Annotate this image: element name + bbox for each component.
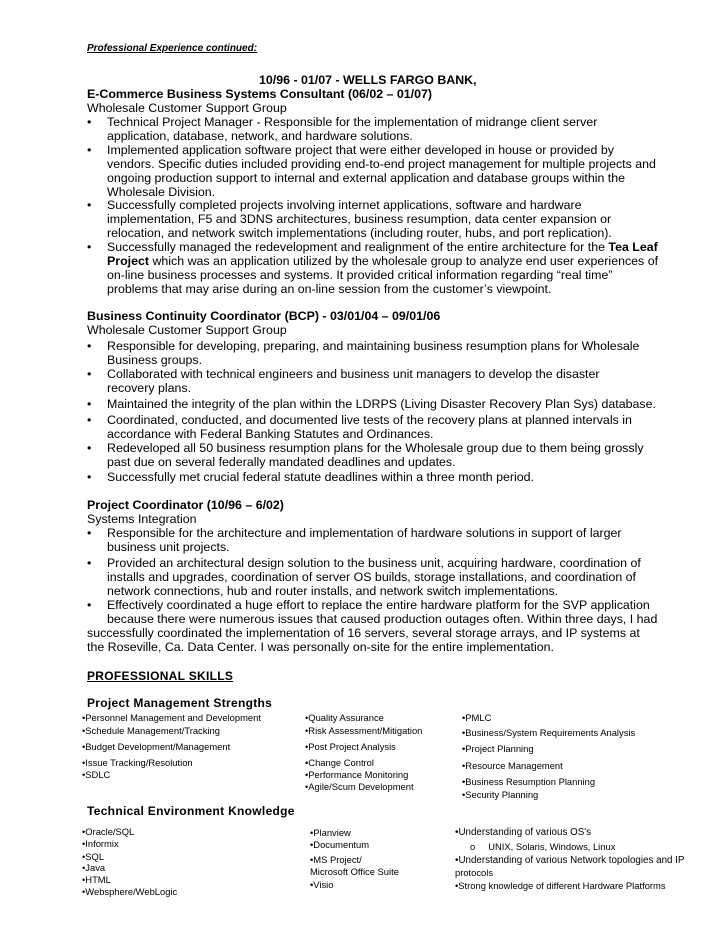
list-item: •Performance Monitoring <box>305 769 409 780</box>
list-item: o UNIX, Solaris, Windows, Linux <box>470 841 616 852</box>
employer-line: 10/96 - 01/07 - WELLS FARGO BANK, <box>259 73 477 87</box>
list-item: •Issue Tracking/Resolution <box>82 757 193 768</box>
bullet-icon: • <box>87 240 92 254</box>
list-item: •Agile/Scum Development <box>305 781 414 792</box>
bullet-icon: • <box>87 367 92 381</box>
bullet-icon: • <box>87 556 92 570</box>
bullet-line: problems that may arise during an on-line session from the customer’s viewpoint. <box>107 282 552 296</box>
bullet-line: Project which was an application utilized by the wholesale group to analyze end user experiences of <box>107 254 659 268</box>
bullet-icon: • <box>87 115 92 129</box>
list-item: •Project Planning <box>462 743 534 754</box>
list-item: •SQL <box>82 851 105 862</box>
job-title-ecommerce: E-Commerce Business Systems Consultant (06/02 – 01/07) <box>87 87 433 101</box>
subsection-title-pm-strengths: Project Management Strengths <box>87 696 273 710</box>
bullet-icon: • <box>87 143 92 157</box>
trailing-line: the Roseville, Ca. Data Center. I was personally on-site for the entire implementation. <box>87 640 554 654</box>
list-item: •Change Control <box>305 757 374 768</box>
bullet-icon: • <box>87 441 92 455</box>
list-item: •Websphere/WebLogic <box>82 886 178 897</box>
list-item: •Business Resumption Planning <box>462 776 596 787</box>
bullet-icon: • <box>87 598 92 612</box>
list-item: •Security Planning <box>462 789 539 800</box>
list-item: •SDLC <box>82 769 111 780</box>
circle-bullet-icon: o <box>470 841 476 852</box>
bullet-icon: • <box>87 198 92 212</box>
list-item: •Resource Management <box>462 760 563 771</box>
list-item: •Personnel Management and Development <box>82 712 261 723</box>
bullet-icon: • <box>87 470 92 484</box>
list-item: •Planview <box>310 827 351 838</box>
list-item: •Oracle/SQL <box>82 826 135 837</box>
resume-page: Professional Experience continued: 10/96 - 01/07 - WELLS FARGO BANK, E-Commerce Business Systems Consultant (06/02 – 01/07) Wholesale Customer Support Group • Technical Project Manager - Responsible for the implementation of midrange client server application, database, network, and hardware solutions. • Implemented application software project that were either developed in house or provided by vendors. Specific duties included providing end-to-end project management for multiple projects and ongoing production support to internal and external application and database groups within the Wholesale Division. • Successfully completed projects involving internet applications, software and hardware implementation, F5 and 3DNS architectures, business resumption, data center expansion or relocation, and network switch implementations (including router, hubs, and port replication). • Successfully managed the redevelopment and realignment of the entire architecture for the Tea Leaf Project which was an application utilized by the wholesale group to analyze end user experiences of on-line business processes and systems. It provided critical information regarding “real time” problems that may arise during an on-line session from the customer’s viewpoint. Business Continuity Coordinator (BCP) - 03/01/04 – 09/01/06 Wholesale Customer Support Group • Responsible for developing, preparing, and maintaining business resumption plans for Wholesale Business groups. • Collaborated with technical engineers and business unit managers to develop the disaster recovery plans. • Maintained the integrity of the plan within the LDRPS (Living Disaster Recovery Plan Sys) database. • Coordinated, conducted, and documented live tests of the recovery plans at planned intervals in accordance with Federal Banking Statutes and Ordinances. • Redeveloped all 50 business resumption plans for the Wholesale group due to them being grossly past due on several federally mandated deadlines and updates. • Successfully met crucial federal statute deadlines within a three month period. Project Coordinator (10/96 – 6/02) Systems Integration • Responsible for the architecture and implementation of hardware solutions in support of larger business unit projects. • Provided an architectural design solution to the business unit, acquiring hardware, coordination of installs and upgrades, coordination of server OS builds, storage installations, and coordination of network connections, hub and router installs, and network switch implementations. • Effectively coordinated a huge effort to replace the entire hardware platform for the SVP application because there were numerous issues that caused production outages often. Within three days, I had successfully coordinated the implementation of 16 servers, several storage arrays, and IP systems at the Roseville, Ca. Data Center. I was personally on-site for the entire implementation. PROFESSIONAL SKILLS Project Management Strengths •Personnel Management and Development •Schedule Management/Tracking •Budget Development/Management •Issue Tracking/Resolution •SDLC •Quality Assurance •Risk Assessment/Mitigation •Post Project Analysis •Change Control •Performance Monitoring •Agile/Scum Development •PMLC •Business/System Requirements Analysis •Project Planning •Resource Management •Business Resumption Planning •Security Planning Technical Environment Knowledge •Oracle/SQL •Informix •SQL •Java •HTML •Websphere/WebLogic •Planview •Documentum •MS Project/ Microsoft Office Suite •Visio •Understanding of various OS's o UNIX, Solaris, Windows, Linux •Understanding of various Network topologies and IP protocols •Strong knowledge of different Hardware Platforms <box>82 43 685 897</box>
list-item: •HTML <box>82 874 111 885</box>
list-item: •Visio <box>310 879 334 890</box>
bullet-icon: • <box>87 526 92 540</box>
job-title-project-coordinator: Project Coordinator (10/96 – 6/02) <box>87 498 284 512</box>
list-item: •Strong knowledge of different Hardware Platforms <box>455 880 666 891</box>
list-item: •Business/System Requirements Analysis <box>462 727 636 738</box>
bullet-icon: • <box>87 339 92 353</box>
list-item: •MS Project/ <box>310 854 362 865</box>
list-item: •Documentum <box>310 839 370 850</box>
list-item-continuation: Microsoft Office Suite <box>310 866 399 877</box>
list-item: •Schedule Management/Tracking <box>82 725 220 736</box>
list-item: •Understanding of various Network topologies and IP <box>455 855 685 866</box>
list-item: •Risk Assessment/Mitigation <box>305 725 423 736</box>
job-dept-bcp: Wholesale Customer Support Group <box>87 323 287 337</box>
bullet-icon: • <box>87 397 92 411</box>
continued-header: Professional Experience continued: <box>87 43 258 54</box>
section-title-professional-skills: PROFESSIONAL SKILLS <box>87 669 234 683</box>
list-item: •PMLC <box>462 712 492 723</box>
bullet-icon: • <box>87 413 92 427</box>
trailing-line: successfully coordinated the implementation of 16 servers, several storage arrays, and IP systems at <box>87 626 640 640</box>
list-item-continuation: protocols <box>455 867 494 878</box>
job-title-bcp: Business Continuity Coordinator (BCP) - 03/01/04 – 09/01/06 <box>87 309 441 323</box>
list-item: •Budget Development/Management <box>82 741 231 752</box>
subsection-title-tech-environment: Technical Environment Knowledge <box>87 804 295 818</box>
job-dept-project-coordinator: Systems Integration <box>87 512 197 526</box>
list-item: •Post Project Analysis <box>305 741 396 752</box>
list-item: •Java <box>82 862 106 873</box>
job-dept-ecommerce: Wholesale Customer Support Group <box>87 101 287 115</box>
list-item: •Quality Assurance <box>305 712 384 723</box>
bullet-line: on-line business processes and systems. It provided critical information regarding “real time” <box>107 268 613 282</box>
list-item: •Informix <box>82 838 119 849</box>
list-item: •Understanding of various OS's <box>455 827 592 838</box>
